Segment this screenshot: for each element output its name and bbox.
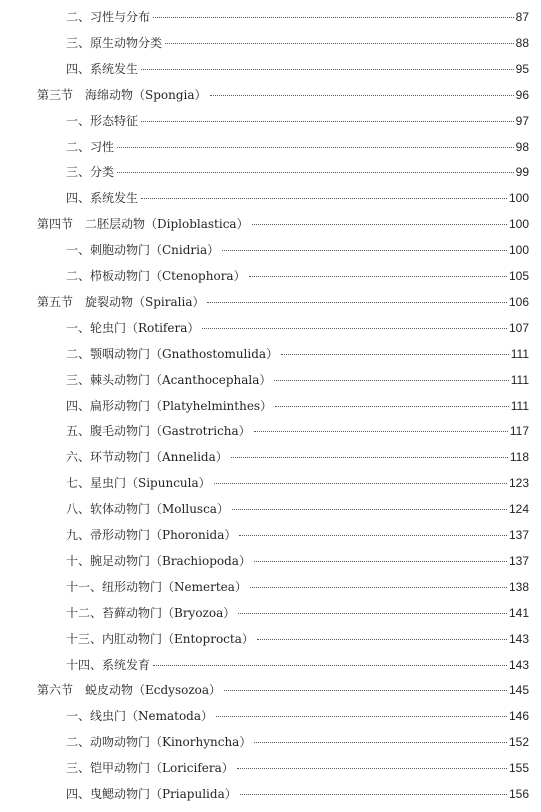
toc-page-number: 96 xyxy=(515,87,529,102)
toc-entry-title xyxy=(66,395,272,417)
toc-entry[interactable] xyxy=(66,136,529,158)
toc-page-number: 100 xyxy=(508,191,529,206)
dot-leader xyxy=(153,665,507,666)
dot-leader xyxy=(141,69,514,70)
toc-entry[interactable] xyxy=(66,317,529,339)
toc-section-label: 第五节 xyxy=(37,294,74,309)
toc-page-number: 138 xyxy=(508,579,529,594)
toc-entry-title xyxy=(66,369,271,391)
toc-page-number: 141 xyxy=(508,605,529,620)
toc-page-number: 106 xyxy=(508,294,529,309)
dot-leader xyxy=(141,121,514,122)
toc-page-number: 137 xyxy=(508,553,529,568)
toc-entry-title xyxy=(66,343,278,365)
dot-leader xyxy=(252,224,507,225)
toc-page-number: 117 xyxy=(509,424,529,439)
toc-entry-title xyxy=(66,524,236,546)
dot-leader xyxy=(222,250,507,251)
toc-page-number: 143 xyxy=(508,657,529,672)
toc-entry-title xyxy=(37,291,204,313)
toc-entry-text: 七、星虫门（Sipuncula） xyxy=(66,476,211,491)
dot-leader xyxy=(210,95,514,96)
toc-entry-title xyxy=(66,628,254,650)
toc-entry-title xyxy=(66,58,138,80)
toc-entry-title xyxy=(37,84,207,106)
toc-entry[interactable] xyxy=(66,239,529,261)
toc-page-number: 143 xyxy=(508,631,529,646)
dot-leader xyxy=(224,690,507,691)
toc-page-number: 111 xyxy=(510,346,529,361)
toc-entry-text: 四、扁形动物门（Platyhelminthes） xyxy=(66,398,273,413)
toc-section-entry[interactable] xyxy=(37,84,529,106)
dot-leader xyxy=(231,457,508,458)
dot-leader xyxy=(254,742,507,743)
dot-leader xyxy=(216,716,507,717)
toc-entry-title xyxy=(66,110,138,132)
toc-page-number: 111 xyxy=(510,372,529,387)
dot-leader xyxy=(238,613,507,614)
dot-leader xyxy=(254,561,507,562)
toc-page-number: 88 xyxy=(515,35,529,50)
toc-entry[interactable] xyxy=(66,32,529,54)
toc-entry-title xyxy=(66,550,251,572)
toc-entry[interactable] xyxy=(66,395,529,417)
toc-page-number: 118 xyxy=(509,450,529,465)
toc-entry-text: 一、刺胞动物门（Cnidria） xyxy=(66,243,220,258)
toc-entry-text: 二、习性 xyxy=(66,139,115,154)
toc-entry[interactable] xyxy=(66,498,529,520)
toc-entry[interactable] xyxy=(66,446,529,468)
dot-leader xyxy=(207,302,506,303)
dot-leader xyxy=(274,380,508,381)
toc-entry[interactable] xyxy=(66,731,529,753)
dot-leader xyxy=(202,328,507,329)
toc-page-number: 145 xyxy=(508,683,529,698)
toc-entry-title xyxy=(66,187,138,209)
toc-section-entry[interactable] xyxy=(37,213,529,235)
toc-entry-title xyxy=(66,576,247,598)
toc-entry[interactable] xyxy=(66,420,529,442)
toc-page-number: 98 xyxy=(515,139,529,154)
toc-entry-title xyxy=(66,472,211,494)
toc-entry-title xyxy=(66,32,162,54)
toc-page-number: 95 xyxy=(515,61,529,76)
toc-page-number: 100 xyxy=(508,243,529,258)
toc-entry-text: 九、帚形动物门（Phoronida） xyxy=(66,528,237,542)
toc-section-entry[interactable] xyxy=(37,291,529,313)
toc-entry-title xyxy=(66,136,114,158)
toc-entry-text: 四、曳鳃动物门（Priapulida） xyxy=(66,787,237,801)
toc-entry-text: 蜕皮动物（Ecdysozoa） xyxy=(85,683,222,698)
toc-entry[interactable] xyxy=(66,369,529,391)
toc-entry-title xyxy=(37,679,221,701)
toc-entry-text: 二、颚咽动物门（Gnathostomulida） xyxy=(66,346,279,361)
dot-leader xyxy=(237,768,507,769)
toc-entry[interactable] xyxy=(66,472,529,494)
toc-page-number: 111 xyxy=(510,398,529,413)
toc-entry-text: 一、轮虫门（Rotifera） xyxy=(66,320,200,335)
toc-entry-title xyxy=(66,420,251,442)
toc-entry[interactable] xyxy=(66,576,529,598)
toc-entry-title xyxy=(66,654,150,676)
toc-page-number: 124 xyxy=(508,502,529,517)
toc-section-label: 第三节 xyxy=(37,87,74,102)
dot-leader xyxy=(141,198,507,199)
toc-entry-text: 三、铠甲动物门（Loricifera） xyxy=(66,761,234,776)
toc-entry-title xyxy=(66,317,199,339)
toc-entry-title xyxy=(66,6,150,28)
toc-section-label: 第四节 xyxy=(37,217,74,232)
toc-entry[interactable] xyxy=(66,6,529,28)
toc-entry[interactable] xyxy=(66,705,529,727)
toc-entry-text: 二胚层动物（Diploblastica） xyxy=(85,217,249,232)
toc-entry[interactable] xyxy=(66,550,529,572)
dot-leader xyxy=(214,483,507,484)
toc-entry-text: 十四、系统发育 xyxy=(66,657,151,672)
toc-entry-title xyxy=(66,705,213,727)
toc-entry-text: 三、原生动物分类 xyxy=(66,35,163,50)
toc-entry-text: 十一、纽形动物门（Nemertea） xyxy=(66,579,247,594)
toc-entry-text: 五、腹毛动物门（Gastrotricha） xyxy=(66,424,251,439)
toc-section-label: 第六节 xyxy=(37,683,74,698)
toc-entry[interactable] xyxy=(66,524,529,546)
toc-page-number: 123 xyxy=(508,476,529,491)
toc-entry[interactable] xyxy=(66,757,529,779)
toc-entry[interactable] xyxy=(66,343,529,365)
toc-entry-text: 一、形态特征 xyxy=(66,113,139,128)
dot-leader xyxy=(165,43,514,44)
dot-leader xyxy=(153,17,514,18)
toc-page-number: 87 xyxy=(515,10,529,24)
toc-entry-text: 六、环节动物门（Annelida） xyxy=(66,450,228,465)
toc-entry[interactable] xyxy=(66,110,529,132)
toc-entry[interactable] xyxy=(66,265,529,287)
toc-entry-title xyxy=(66,498,229,520)
dot-leader xyxy=(117,172,514,173)
toc-page-number: 155 xyxy=(508,761,529,776)
toc-page-number: 107 xyxy=(508,320,529,335)
toc-entry[interactable] xyxy=(66,654,529,676)
toc-entry-text: 二、栉板动物门（Ctenophora） xyxy=(66,269,246,283)
toc-entry-title xyxy=(66,265,246,287)
toc-entry-title xyxy=(66,757,234,779)
toc-entry-text: 旋裂动物（Spiralia） xyxy=(85,294,205,309)
dot-leader xyxy=(257,639,507,640)
dot-leader xyxy=(239,535,507,536)
toc-entry[interactable] xyxy=(66,161,529,183)
dot-leader xyxy=(117,147,514,148)
toc-entry[interactable] xyxy=(66,628,529,650)
dot-leader xyxy=(250,587,507,588)
toc-entry-title xyxy=(66,446,228,468)
toc-page-number: 97 xyxy=(515,113,529,128)
toc-entry-text: 二、动吻动物门（Kinorhyncha） xyxy=(66,735,252,750)
toc-page-number: 100 xyxy=(508,217,529,232)
toc-entry-text: 海绵动物（Spongia） xyxy=(85,87,207,102)
toc-entry-text: 八、软体动物门（Mollusca） xyxy=(66,502,229,517)
toc-entry-title xyxy=(66,731,251,753)
toc-section-entry[interactable] xyxy=(37,679,529,701)
toc-entry-title xyxy=(66,161,114,183)
toc-page-number: 156 xyxy=(508,787,529,801)
dot-leader xyxy=(249,276,507,277)
dot-leader xyxy=(281,354,509,355)
toc-entry[interactable] xyxy=(66,187,529,209)
toc-page-number: 152 xyxy=(508,735,529,750)
toc-entry-text: 四、系统发生 xyxy=(66,191,139,206)
toc-entry[interactable] xyxy=(66,58,529,80)
toc-entry-text: 三、分类 xyxy=(66,165,115,180)
toc-entry-title xyxy=(66,602,235,624)
toc-entry-text: 十三、内肛动物门（Entoprocta） xyxy=(66,631,254,646)
dot-leader xyxy=(232,509,507,510)
toc-entry-text: 四、系统发生 xyxy=(66,61,139,76)
dot-leader xyxy=(240,794,507,795)
toc-entry-text: 三、棘头动物门（Acanthocephala） xyxy=(66,372,272,387)
toc-entry[interactable] xyxy=(66,783,529,805)
toc-entry[interactable] xyxy=(66,602,529,624)
dot-leader xyxy=(254,431,508,432)
toc-entry-title xyxy=(66,783,237,805)
toc-page-number: 137 xyxy=(508,528,529,542)
toc-page-number: 105 xyxy=(508,269,529,283)
toc-entry-text: 十、腕足动物门（Brachiopoda） xyxy=(66,553,251,568)
dot-leader xyxy=(275,406,509,407)
toc-page-number: 146 xyxy=(508,709,529,724)
toc-entry-text: 二、习性与分布 xyxy=(66,10,151,24)
toc-entry-text: 一、线虫门（Nematoda） xyxy=(66,709,214,724)
toc-entry-text: 十二、苔藓动物门（Bryozoa） xyxy=(66,605,236,620)
toc-page-number: 99 xyxy=(515,165,529,180)
toc-entry-title xyxy=(66,239,219,261)
toc-entry-title xyxy=(37,213,249,235)
